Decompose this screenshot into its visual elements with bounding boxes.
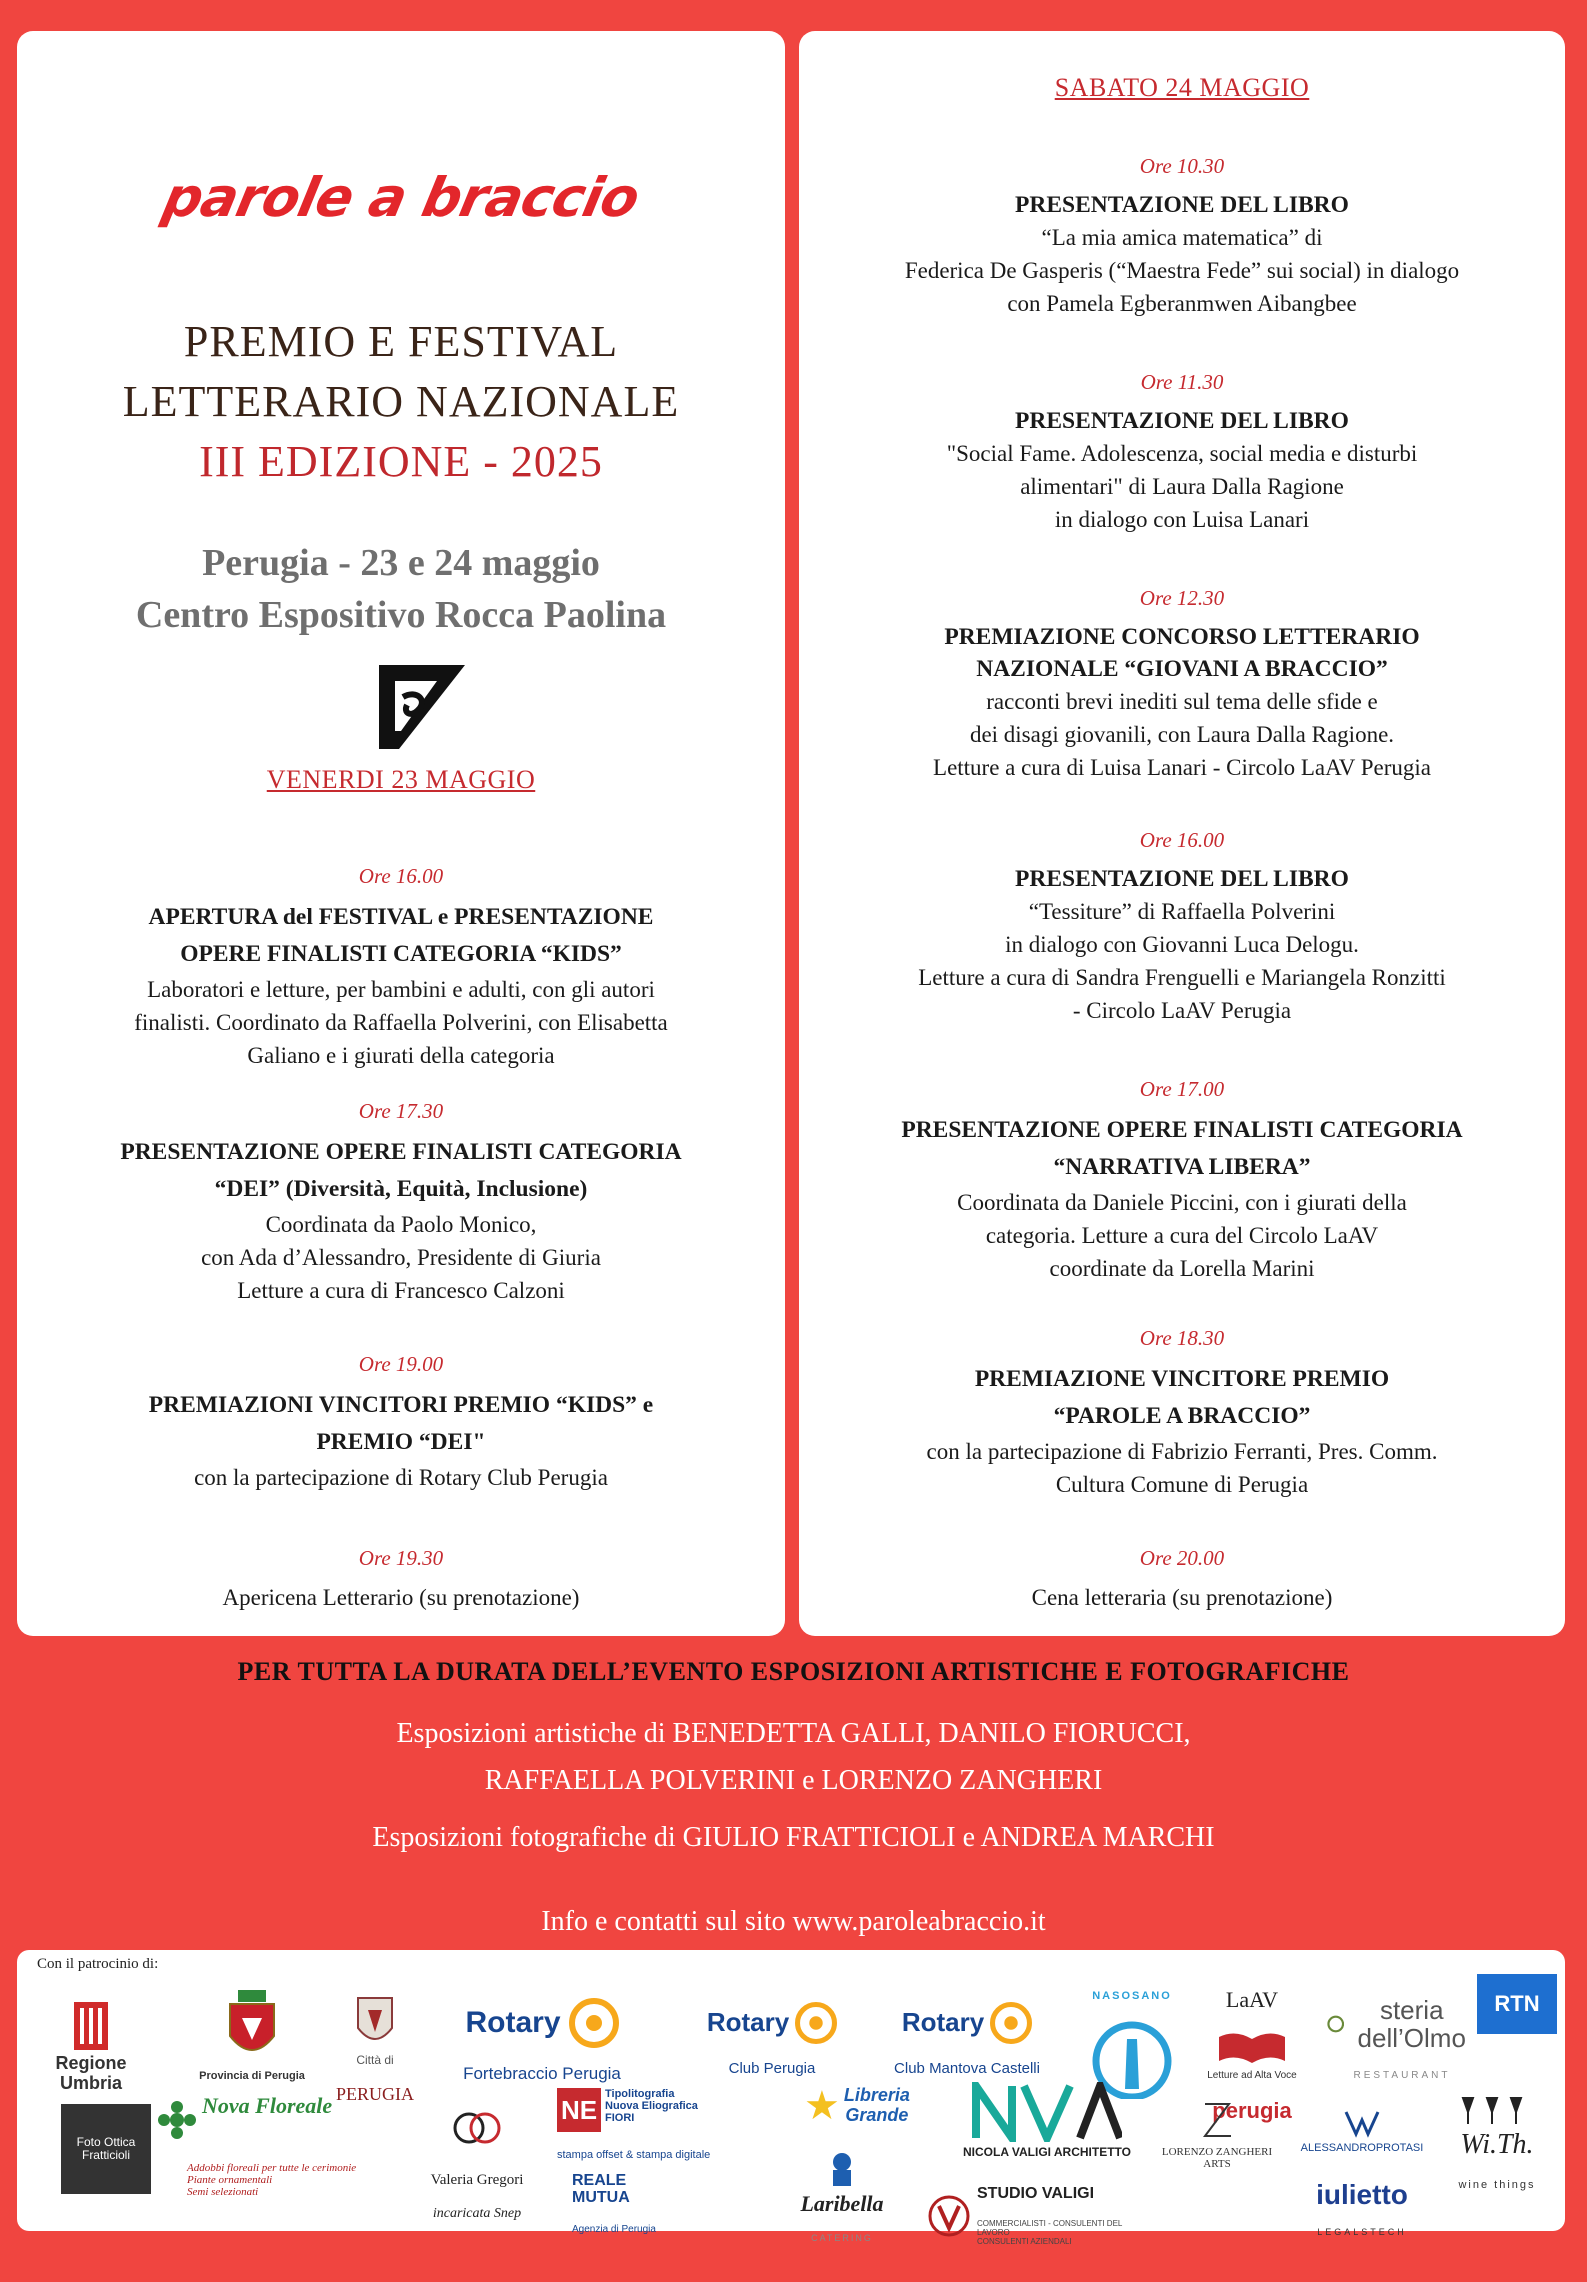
friday-event-1 xyxy=(31,861,771,1072)
sponsors-panel xyxy=(17,1950,1565,2246)
event-description: racconti brevi inediti sul tema delle sfide e dei disagi giovanili, con Laura Dalla Ragione. Letture a cura di Luisa Lanari - Circolo LaAV Perugia xyxy=(933,689,1431,780)
studio-valigi-sub-text: COMMERCIALISTI - CONSULENTI DEL LAVORO CONSULENTI AZIENDALI xyxy=(977,2219,1123,2246)
saturday-event-5 xyxy=(813,1074,1551,1285)
nva-mark-icon xyxy=(972,2082,1122,2142)
nova-floreale-text: Nova Floreale xyxy=(202,2093,333,2118)
event-description: Cena letteraria (su prenotazione) xyxy=(1031,1585,1333,1610)
saturday-event-2 xyxy=(813,367,1551,536)
event-description: Coordinata da Daniele Piccini, con i giurati della categoria. Letture a cura del Circolo LaAV coordinate da Lorella Marini xyxy=(957,1190,1407,1281)
rotary-text: Rotary xyxy=(465,2006,561,2040)
saturday-event-3 xyxy=(813,583,1551,784)
tree-icon xyxy=(1327,2012,1344,2036)
provincia-perugia-logo xyxy=(197,1970,307,2100)
chef-icon xyxy=(827,2152,857,2188)
pen-emblem-icon xyxy=(377,661,467,753)
friday-event-2 xyxy=(31,1096,771,1307)
event-time: Ore 20.00 xyxy=(1139,1546,1225,1570)
event-description: “La mia amica matematica” di Federica De Gasperis (“Maestra Fede” sui social) in dialogo con Pamela Egberanmwen Aibangbee xyxy=(904,225,1460,316)
nasosano-text: NASOSANO xyxy=(1092,1989,1172,2002)
edition-title: III EDIZIONE - 2025 xyxy=(199,437,603,486)
laav-city-text: perugia xyxy=(1212,2097,1292,2123)
artistic-exhibitions-line2: RAFFAELLA POLVERINI e LORENZO ZANGHERI xyxy=(484,1765,1103,1796)
festival-title-line2: LETTERARIO NAZIONALE xyxy=(122,377,680,426)
tipografia-text: Tipolitografia Nuova Eliografica FIORI xyxy=(605,2087,698,2124)
with-text: Wi.Th. xyxy=(1460,2129,1534,2161)
event-time: Ore 11.30 xyxy=(1140,370,1224,394)
saturday-event-4 xyxy=(813,825,1551,1027)
saturday-event-6 xyxy=(813,1323,1551,1501)
citta-small-text: Città di xyxy=(356,2053,394,2068)
event-description: con la partecipazione di Rotary Club Perugia xyxy=(194,1465,608,1490)
iulietto-logo xyxy=(1287,2162,1437,2255)
right-panel xyxy=(799,31,1565,1636)
flower-icon xyxy=(157,2100,197,2140)
wine-things-logo xyxy=(1442,2078,1552,2208)
laribella-sub-text: CATERING xyxy=(811,2232,873,2243)
star-icon: ★ xyxy=(804,2083,840,2128)
nova-floreale-logo xyxy=(157,2082,397,2216)
tipografia-sub-text: stampa offset & stampa digitale xyxy=(557,2149,711,2162)
event-time: Ore 17.00 xyxy=(1139,1077,1225,1101)
event-description: Coordinata da Paolo Monico, con Ada d’Alessandro, Presidente di Giuria Letture a cura di Francesco Calzoni xyxy=(201,1212,601,1303)
reale-text: REALE MUTUA xyxy=(572,2171,630,2207)
rotary-text: Rotary xyxy=(706,2007,790,2038)
friday-event-4 xyxy=(31,1543,771,1614)
libreria-text: Libreria Grande xyxy=(843,2084,910,2125)
friday-event-3 xyxy=(31,1349,771,1494)
rotary-wheel-icon xyxy=(990,2002,1032,2044)
saturday-event-1 xyxy=(813,151,1551,320)
event-title: PREMIAZIONI VINCITORI PREMIO “KIDS” e PREMIO “DEI" xyxy=(148,1392,654,1455)
wine-glasses-icon xyxy=(1457,2096,1537,2126)
reale-sub-text: Agenzia di Perugia xyxy=(572,2224,656,2236)
ne-badge-icon: NE xyxy=(557,2088,601,2132)
event-time: Ore 18.30 xyxy=(1139,1326,1225,1350)
zangheri-logo xyxy=(1157,2080,1277,2188)
citta-crest-icon xyxy=(352,1992,398,2050)
open-book-icon xyxy=(1217,2029,1287,2065)
saturday-heading: SABATO 24 MAGGIO xyxy=(1054,73,1310,102)
valeria-text: Valeria Gregori xyxy=(430,2172,524,2189)
dates-line: Perugia - 23 e 24 maggio xyxy=(202,542,600,584)
event-time: Ore 10.30 xyxy=(1139,154,1225,178)
studio-valigi-icon xyxy=(927,2194,971,2238)
event-title: PRESENTAZIONE OPERE FINALISTI CATEGORIA “DEI” (Diversità, Equità, Inclusione) xyxy=(120,1139,682,1202)
event-title: PRESENTAZIONE OPERE FINALISTI CATEGORIA “NARRATIVA LIBERA” xyxy=(901,1117,1463,1180)
event-title: PRESENTAZIONE DEL LIBRO xyxy=(1015,192,1349,218)
event-time: Ore 16.00 xyxy=(358,864,444,888)
venue-line: Centro Espositivo Rocca Paolina xyxy=(135,594,667,636)
info-website[interactable]: Info e contatti sul sito www.paroleabraccio.it xyxy=(541,1906,1046,1937)
protasi-icon xyxy=(1342,2108,1382,2138)
nova-floreale-sub-text: Addobbi floreali per tutte le cerimonie Piante ornamentali Semi selezionati xyxy=(187,2161,357,2198)
foto-ottica-text: Foto Ottica Fratticioli xyxy=(76,2134,136,2162)
artistic-exhibitions-line1: Esposizioni artistiche di BENEDETTA GALLI, DANILO FIORUCCI, xyxy=(396,1718,1191,1749)
event-title: PREMIAZIONE VINCITORE PREMIO “PAROLE A BRACCIO” xyxy=(974,1366,1390,1429)
event-title: PRESENTAZIONE DEL LIBRO xyxy=(1015,408,1349,434)
laribella-logo xyxy=(777,2134,907,2261)
monogram-icon xyxy=(447,2098,507,2158)
zangheri-text: LORENZO ZANGHERI ARTS xyxy=(1161,2146,1273,2171)
festival-title-line1: PREMIO E FESTIVAL xyxy=(183,317,619,366)
signature-icon xyxy=(1197,2098,1237,2142)
osteria-sub-text: RESTAURANT xyxy=(1353,2070,1451,2082)
rotary-sub-text: Club Mantova Castelli xyxy=(894,2060,1040,2078)
event-description: con la partecipazione di Fabrizio Ferranti, Pres. Comm. Cultura Comune di Perugia xyxy=(926,1439,1438,1497)
rotary-wheel-icon xyxy=(795,2002,837,2044)
laav-sub-text: Letture ad Alta Voce xyxy=(1207,2069,1297,2081)
studio-valigi-text: STUDIO VALIGI xyxy=(977,2185,1095,2203)
reale-mutua-logo xyxy=(572,2154,722,2253)
rtn-logo: RTN xyxy=(1477,1974,1557,2034)
citta-big-text: PERUGIA xyxy=(335,2083,414,2104)
rotary-sub-text: Club Perugia xyxy=(728,2060,816,2078)
photo-exhibitions-line: Esposizioni fotografiche di GIULIO FRATTICIOLI e ANDREA MARCHI xyxy=(372,1822,1215,1853)
osteria-text: steria dell’Olmo xyxy=(1357,1994,1466,2054)
laav-text: LaAV xyxy=(1225,1986,1279,2012)
iulietto-sub-text: LEGALSTECH xyxy=(1317,2226,1407,2237)
exhibitions-heading: PER TUTTA LA DURATA DELL’EVENTO ESPOSIZIONI ARTISTICHE E FOTOGRAFICHE xyxy=(237,1657,1350,1686)
event-time: Ore 16.00 xyxy=(1139,828,1225,852)
with-sub-text: wine things xyxy=(1458,2178,1536,2191)
event-title: PRESENTAZIONE DEL LIBRO xyxy=(1015,866,1349,892)
event-time: Ore 12.30 xyxy=(1139,586,1225,610)
event-description: Laboratori e letture, per bambini e adulti, con gli autori finalisti. Coordinato da Raffaella Polverini, con Elisabetta Galiano e i giurati della categoria xyxy=(134,977,668,1068)
valeria-sub-text: incaricata Snep xyxy=(432,2206,522,2222)
event-description: "Social Fame. Adolescenza, social media e disturbi alimentari" di Laura Dalla Ragione in dialogo con Luisa Lanari xyxy=(946,441,1418,532)
iulietto-text: iulietto xyxy=(1316,2178,1408,2210)
event-title: APERTURA del FESTIVAL e PRESENTAZIONE OPERE FINALISTI CATEGORIA “KIDS” xyxy=(148,904,654,967)
event-title: PREMIAZIONE CONCORSO LETTERARIO NAZIONALE “GIOVANI A BRACCIO” xyxy=(944,624,1420,682)
regione-umbria-icon xyxy=(74,2002,108,2050)
protasi-logo xyxy=(1287,2090,1437,2172)
studio-valigi-logo xyxy=(927,2150,1157,2282)
laribella-text: Laribella xyxy=(800,2191,884,2217)
foto-ottica-logo xyxy=(61,2104,151,2194)
rotary-wheel-icon xyxy=(569,1998,619,2048)
provincia-text: Provincia di Perugia xyxy=(199,2070,305,2083)
regione-umbria-logo xyxy=(31,1984,151,2111)
provincia-crest-icon xyxy=(222,1988,282,2066)
valeria-gregori-logo xyxy=(407,2080,547,2239)
saturday-event-7 xyxy=(813,1543,1551,1614)
event-time: Ore 19.30 xyxy=(358,1546,444,1570)
event-description: “Tessiture” di Raffaella Polverini in dialogo con Giovanni Luca Delogu. Letture a cura di Sandra Frenguelli e Mariangela Ronzitti - Circolo LaAV Perugia xyxy=(918,899,1446,1023)
event-time: Ore 17.30 xyxy=(358,1099,444,1123)
patronage-label: Con il patrocinio di: xyxy=(37,1956,159,1972)
rotary-text: Rotary xyxy=(901,2007,985,2038)
event-description: Apericena Letterario (su prenotazione) xyxy=(222,1585,580,1610)
left-panel xyxy=(17,31,785,1636)
protasi-text: ALESSANDROPROTASI xyxy=(1300,2142,1424,2155)
rotary-sub-text: Fortebraccio Perugia xyxy=(463,2064,621,2084)
brand-logo: parole a braccio xyxy=(157,166,645,229)
friday-heading: VENERDI 23 MAGGIO xyxy=(266,765,536,794)
nva-text: NICOLA VALIGI ARCHITETTO xyxy=(963,2145,1131,2160)
event-time: Ore 19.00 xyxy=(358,1352,444,1376)
regione-umbria-text: Regione Umbria xyxy=(55,2053,127,2093)
